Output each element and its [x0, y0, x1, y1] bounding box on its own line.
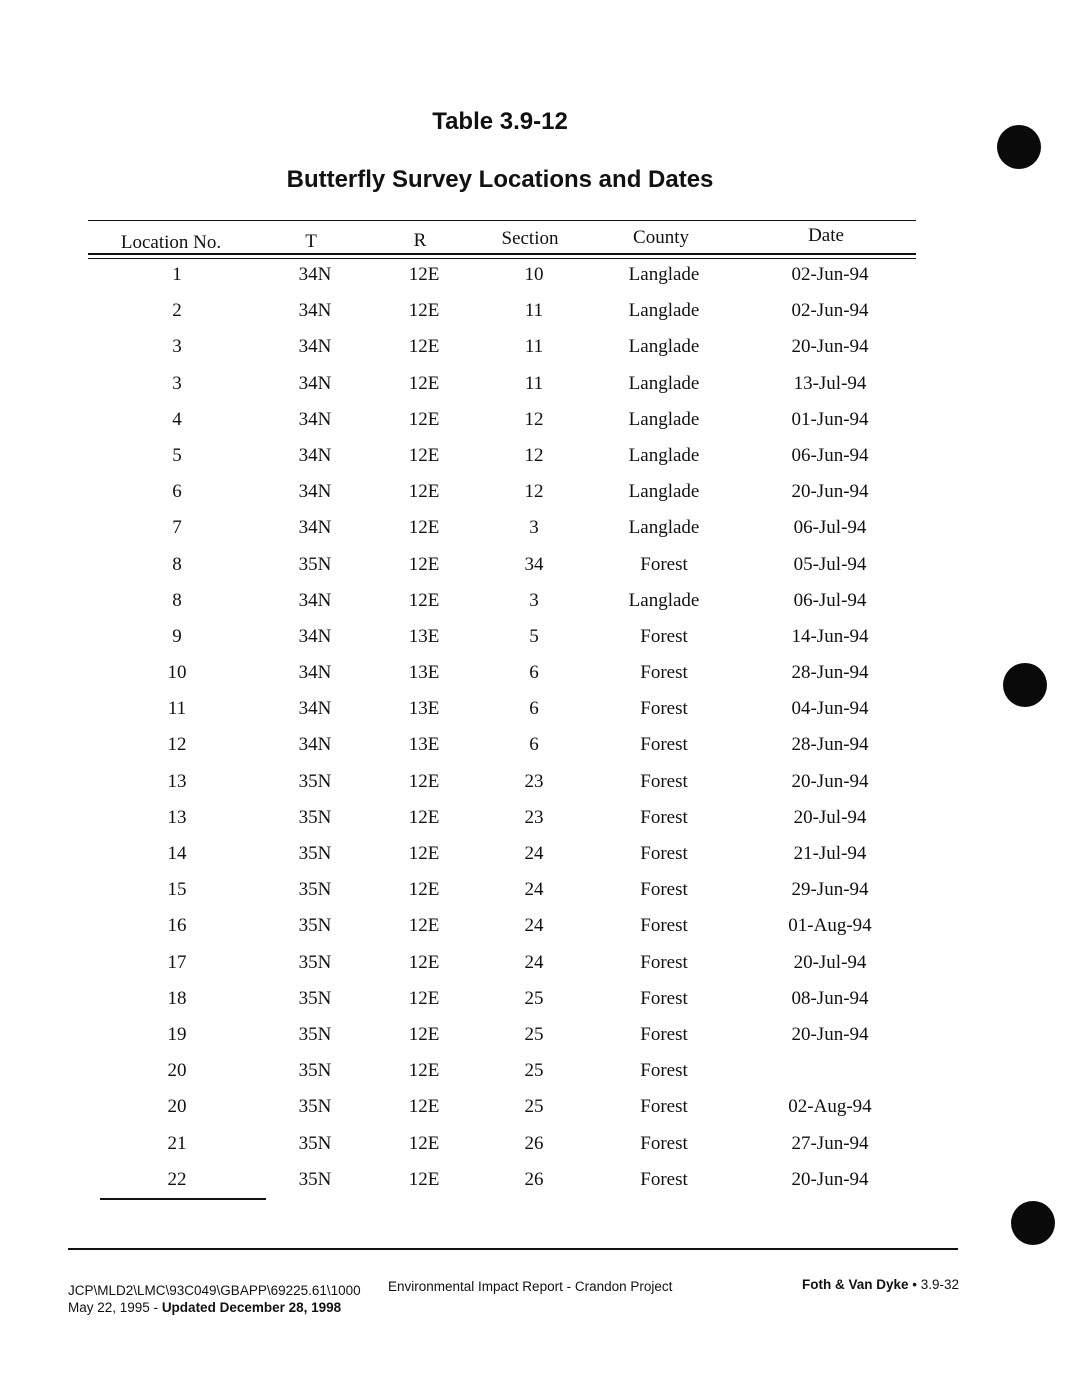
cell-location: 19	[167, 1023, 187, 1045]
cell-date: 04-Jun-94	[791, 698, 869, 720]
cell-location: 9	[172, 625, 182, 647]
cell-date: 06-Jun-94	[791, 444, 869, 466]
table-body	[0, 258, 1068, 1199]
cell-section: 6	[529, 734, 539, 756]
cell-range: 12E	[408, 951, 440, 973]
cell-location: 16	[167, 915, 187, 937]
cell-section: 12	[524, 408, 544, 430]
cell-township: 35N	[298, 951, 332, 973]
cell-date: 20-Jun-94	[791, 1168, 869, 1190]
table-row	[0, 330, 1068, 366]
cell-section: 11	[524, 372, 544, 394]
cell-range: 12E	[408, 589, 440, 611]
cell-location: 3	[172, 372, 182, 394]
cell-county: Forest	[640, 553, 688, 575]
cell-county: Forest	[640, 987, 688, 1009]
cell-range: 13E	[408, 734, 440, 756]
cell-township: 34N	[298, 517, 332, 539]
cell-date: 20-Jul-94	[793, 951, 867, 973]
table-row	[0, 1163, 1068, 1199]
table-title: Butterfly Survey Locations and Dates	[286, 166, 714, 193]
cell-township: 35N	[298, 1132, 332, 1154]
cell-county: Forest	[640, 879, 688, 901]
cell-range: 12E	[408, 408, 440, 430]
cell-section: 25	[524, 1096, 544, 1118]
cell-county: Langlade	[628, 336, 700, 358]
cell-county: Forest	[640, 1096, 688, 1118]
footer-page-number: 3.9-32	[920, 1277, 960, 1292]
cell-township: 35N	[298, 915, 332, 937]
cell-date: 27-Jun-94	[791, 1132, 869, 1154]
cell-section: 34	[524, 553, 544, 575]
footer-rule	[68, 1248, 958, 1250]
cell-county: Forest	[640, 843, 688, 864]
cell-range: 12E	[408, 300, 440, 322]
cell-township: 34N	[298, 625, 332, 647]
cell-location: 8	[172, 553, 182, 575]
cell-section: 23	[524, 806, 544, 828]
footer-page-id	[802, 1277, 959, 1292]
cell-section: 10	[524, 264, 544, 285]
cell-county: Forest	[640, 625, 688, 647]
table-row	[0, 837, 1068, 873]
cell-county: Forest	[640, 951, 688, 973]
cell-location: 18	[167, 987, 187, 1009]
cell-range: 12E	[408, 336, 440, 358]
cell-section: 12	[524, 481, 544, 503]
cell-section: 25	[524, 987, 544, 1009]
table-row	[0, 511, 1068, 547]
table-row	[0, 1127, 1068, 1163]
table-row	[0, 403, 1068, 439]
cell-county: Langlade	[628, 517, 700, 539]
table-row	[0, 692, 1068, 728]
table-row	[0, 548, 1068, 584]
cell-section: 5	[529, 625, 539, 647]
cell-location: 1	[172, 264, 182, 285]
cell-range: 13E	[408, 662, 440, 684]
cell-county: Forest	[640, 806, 688, 828]
cell-location: 20	[167, 1060, 187, 1082]
table-row	[0, 475, 1068, 511]
cell-section: 24	[524, 843, 544, 864]
cell-range: 12E	[408, 1023, 440, 1045]
cell-date: 05-Jul-94	[793, 553, 867, 575]
cell-location: 3	[172, 336, 182, 358]
footer-date-prefix: May 22, 1995 -	[68, 1300, 162, 1315]
cell-section: 24	[524, 879, 544, 901]
cell-section: 3	[529, 517, 539, 539]
cell-township: 35N	[298, 770, 332, 792]
table-top-rule	[88, 220, 916, 221]
punch-hole-bottom	[1011, 1201, 1055, 1245]
cell-township: 34N	[298, 481, 332, 503]
footer-page-separator: •	[908, 1277, 921, 1292]
cell-county: Langlade	[628, 481, 700, 503]
cell-section: 11	[524, 336, 544, 358]
cell-county: Langlade	[628, 372, 700, 394]
cell-township: 35N	[298, 553, 332, 575]
cell-location: 14	[167, 843, 187, 864]
table-row	[0, 873, 1068, 909]
cell-location: 11	[167, 698, 187, 720]
table-row	[0, 620, 1068, 656]
cell-range: 13E	[408, 625, 440, 647]
cell-location: 22	[167, 1168, 187, 1190]
table-row	[0, 258, 1068, 294]
cell-township: 35N	[298, 806, 332, 828]
table-row	[0, 1054, 1068, 1090]
cell-township: 34N	[298, 336, 332, 358]
cell-date: 02-Jun-94	[791, 264, 869, 285]
table-number: Table 3.9-12	[432, 108, 568, 135]
cell-date: 06-Jul-94	[793, 517, 867, 539]
cell-date: 06-Jul-94	[793, 589, 867, 611]
cell-date: 02-Aug-94	[788, 1096, 872, 1118]
cell-range: 12E	[408, 1060, 440, 1082]
cell-location: 2	[172, 300, 182, 322]
cell-county: Langlade	[628, 408, 700, 430]
cell-location: 7	[172, 517, 182, 539]
cell-section: 26	[524, 1168, 544, 1190]
cell-county: Forest	[640, 1060, 688, 1082]
cell-county: Forest	[640, 1132, 688, 1154]
table-row	[0, 1018, 1068, 1054]
table-row	[0, 656, 1068, 692]
cell-date: 20-Jun-94	[791, 336, 869, 358]
table-row	[0, 294, 1068, 330]
cell-section: 24	[524, 951, 544, 973]
cell-range: 12E	[408, 806, 440, 828]
col-header-r: R	[413, 230, 427, 251]
cell-county: Langlade	[628, 444, 700, 466]
table-row	[0, 439, 1068, 475]
cell-county: Forest	[640, 1168, 688, 1190]
cell-date: 20-Jul-94	[793, 806, 867, 828]
cell-county: Forest	[640, 698, 688, 720]
cell-location: 10	[167, 662, 187, 684]
table-header-row	[0, 226, 1068, 252]
cell-location: 13	[167, 806, 187, 828]
cell-township: 35N	[298, 987, 332, 1009]
cell-township: 35N	[298, 879, 332, 901]
cell-range: 12E	[408, 481, 440, 503]
cell-section: 6	[529, 662, 539, 684]
cell-location: 12	[167, 734, 187, 756]
cell-range: 12E	[408, 770, 440, 792]
cell-date: 08-Jun-94	[791, 987, 869, 1009]
cell-county: Forest	[640, 662, 688, 684]
cell-county: Forest	[640, 1023, 688, 1045]
table-row	[0, 946, 1068, 982]
cell-range: 12E	[408, 372, 440, 394]
cell-county: Langlade	[628, 264, 700, 285]
cell-range: 13E	[408, 698, 440, 720]
cell-county: Forest	[640, 915, 688, 937]
cell-section: 26	[524, 1132, 544, 1154]
cell-location: 8	[172, 589, 182, 611]
cell-date: 02-Jun-94	[791, 300, 869, 322]
footer-date-updated: Updated December 28, 1998	[161, 1300, 342, 1315]
cell-section: 25	[524, 1060, 544, 1082]
cell-date: 13-Jul-94	[793, 372, 867, 394]
col-header-county: County	[633, 227, 689, 248]
col-header-section: Section	[501, 228, 559, 249]
cell-county: Langlade	[628, 589, 700, 611]
cell-date: 29-Jun-94	[791, 879, 869, 901]
table-row	[0, 765, 1068, 801]
cell-township: 34N	[298, 372, 332, 394]
cell-range: 12E	[408, 264, 440, 285]
cell-range: 12E	[408, 517, 440, 539]
col-header-t: T	[305, 231, 317, 252]
cell-range: 12E	[408, 444, 440, 466]
cell-date: 28-Jun-94	[791, 662, 869, 684]
cell-date: 20-Jun-94	[791, 481, 869, 503]
cell-date: 14-Jun-94	[791, 625, 869, 647]
cell-range: 12E	[408, 1132, 440, 1154]
cell-date: 20-Jun-94	[791, 770, 869, 792]
cell-township: 34N	[298, 734, 332, 756]
cell-range: 12E	[408, 553, 440, 575]
cell-location: 20	[167, 1096, 187, 1118]
cell-county: Forest	[640, 770, 688, 792]
table-row	[0, 367, 1068, 403]
cell-section: 24	[524, 915, 544, 937]
cell-date: 28-Jun-94	[791, 734, 869, 756]
table-row	[0, 584, 1068, 620]
cell-township: 35N	[298, 843, 332, 864]
cell-range: 12E	[408, 879, 440, 901]
cell-date: 20-Jun-94	[791, 1023, 869, 1045]
cell-date: 21-Jul-94	[793, 843, 867, 864]
cell-township: 35N	[298, 1096, 332, 1118]
cell-township: 35N	[298, 1168, 332, 1190]
cell-township: 34N	[298, 589, 332, 611]
cell-location: 13	[167, 770, 187, 792]
cell-township: 34N	[298, 698, 332, 720]
table-row	[0, 909, 1068, 945]
cell-section: 3	[529, 589, 539, 611]
cell-range: 12E	[408, 915, 440, 937]
punch-hole-top	[997, 125, 1041, 169]
cell-section: 6	[529, 698, 539, 720]
footer-file-path: JCP\MLD2\LMC\93C049\GBAPP\69225.61\1000	[68, 1283, 361, 1298]
table-bottom-rule	[100, 1198, 266, 1200]
cell-range: 12E	[408, 843, 440, 864]
cell-date: 01-Jun-94	[791, 408, 869, 430]
cell-location: 5	[172, 444, 182, 466]
cell-location: 4	[172, 408, 182, 430]
table-row	[0, 982, 1068, 1018]
cell-township: 34N	[298, 264, 332, 285]
cell-section: 25	[524, 1023, 544, 1045]
footer-report-title: Environmental Impact Report - Crandon Project	[388, 1279, 673, 1294]
cell-county: Forest	[640, 734, 688, 756]
cell-date: 01-Aug-94	[788, 915, 872, 937]
footer-date-line	[68, 1300, 341, 1315]
cell-range: 12E	[408, 1168, 440, 1190]
cell-township: 34N	[298, 300, 332, 322]
table-row	[0, 728, 1068, 764]
cell-location: 6	[172, 481, 182, 503]
cell-location: 17	[167, 951, 187, 973]
cell-location: 15	[167, 879, 187, 901]
table-row	[0, 1090, 1068, 1126]
cell-section: 12	[524, 444, 544, 466]
footer-firm: Foth & Van Dyke	[802, 1277, 909, 1292]
cell-section: 11	[524, 300, 544, 322]
cell-section: 23	[524, 770, 544, 792]
table-row	[0, 801, 1068, 837]
cell-township: 34N	[298, 444, 332, 466]
cell-township: 35N	[298, 1023, 332, 1045]
col-header-location: Location No.	[120, 232, 222, 253]
cell-location: 21	[167, 1132, 187, 1154]
cell-township: 34N	[298, 662, 332, 684]
cell-county: Langlade	[628, 300, 700, 322]
cell-range: 12E	[408, 1096, 440, 1118]
cell-township: 35N	[298, 1060, 332, 1082]
cell-township: 34N	[298, 408, 332, 430]
header-double-rule-top	[88, 253, 916, 255]
cell-range: 12E	[408, 987, 440, 1009]
col-header-date: Date	[808, 225, 844, 246]
